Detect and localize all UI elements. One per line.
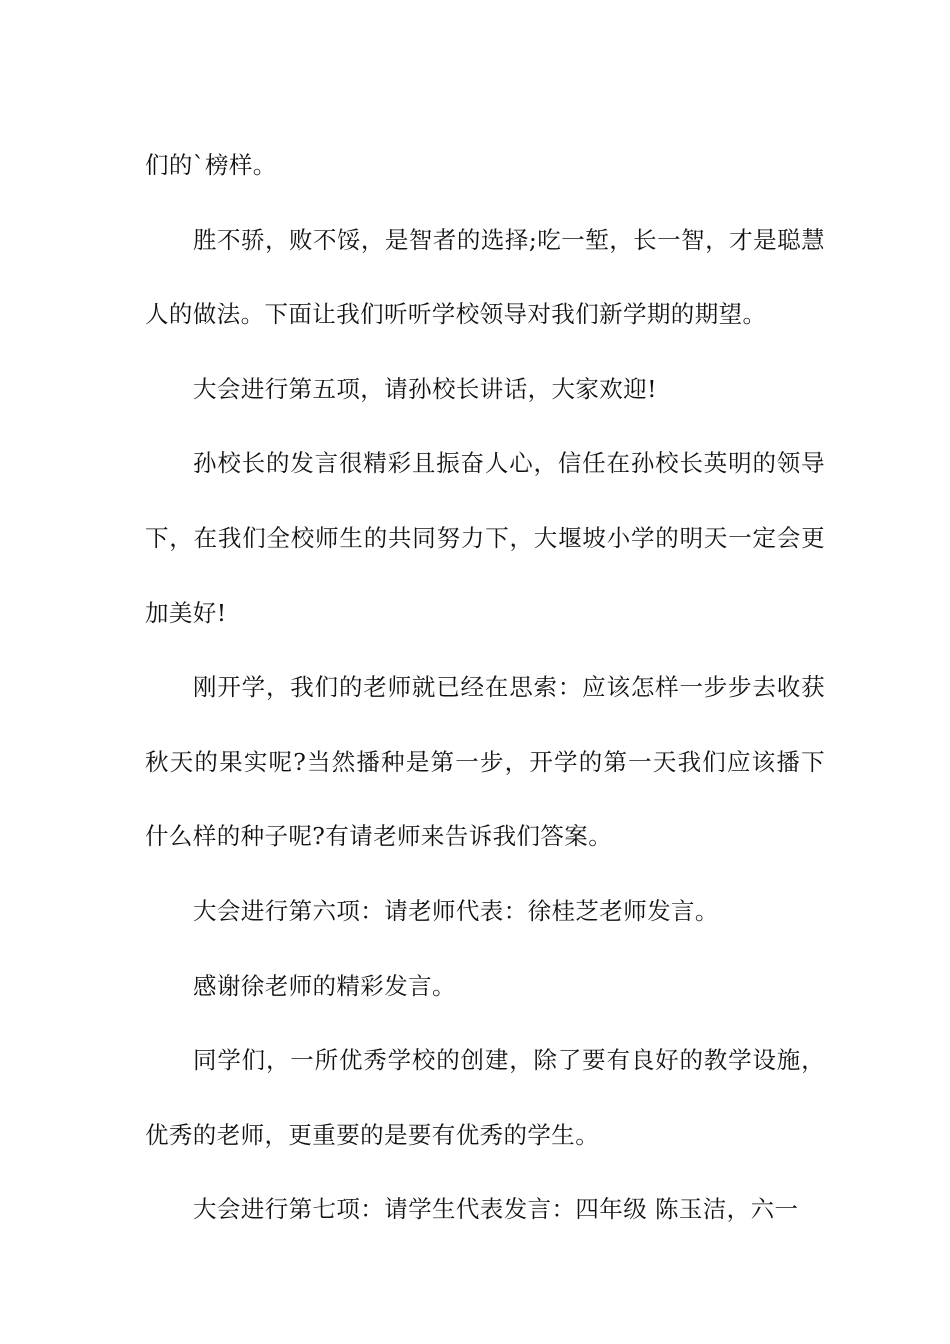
paragraph: 大会进行第六项：请老师代表：徐桂芝老师发言。: [193, 896, 719, 925]
paragraph: 大会进行第五项，请孙校长讲话，大家欢迎!: [193, 374, 657, 403]
paragraph: 感谢徐老师的精彩发言。: [193, 971, 456, 1000]
paragraph: 大会进行第七项：请学生代表发言：四年级 陈玉洁，六一: [193, 1195, 799, 1224]
paragraph: 孙校长的发言很精彩且振奋人心，信任在孙校长英明的领导下，在我们全校师生的共同努力下，大堰坡小学的明天一定会更加美好!: [145, 449, 825, 627]
paragraph: 们的`榜样。: [145, 151, 277, 179]
paragraph: 同学们，一所优秀学校的创建，除了要有良好的教学设施，优秀的老师，更重要的是要有优秀的学生。: [145, 1046, 825, 1149]
document-body: [145, 128, 825, 1247]
paragraph: 胜不骄，败不馁，是智者的选择;吃一堑，长一智，才是聪慧人的做法。下面让我们听听学校领导对我们新学期的期望。: [145, 225, 825, 329]
paragraph: 刚开学，我们的老师就已经在思索：应该怎样一步步去收获秋天的果实呢?当然播种是第一步，开学的第一天我们应该播下什么样的种子呢?有请老师来告诉我们答案。: [145, 673, 825, 851]
